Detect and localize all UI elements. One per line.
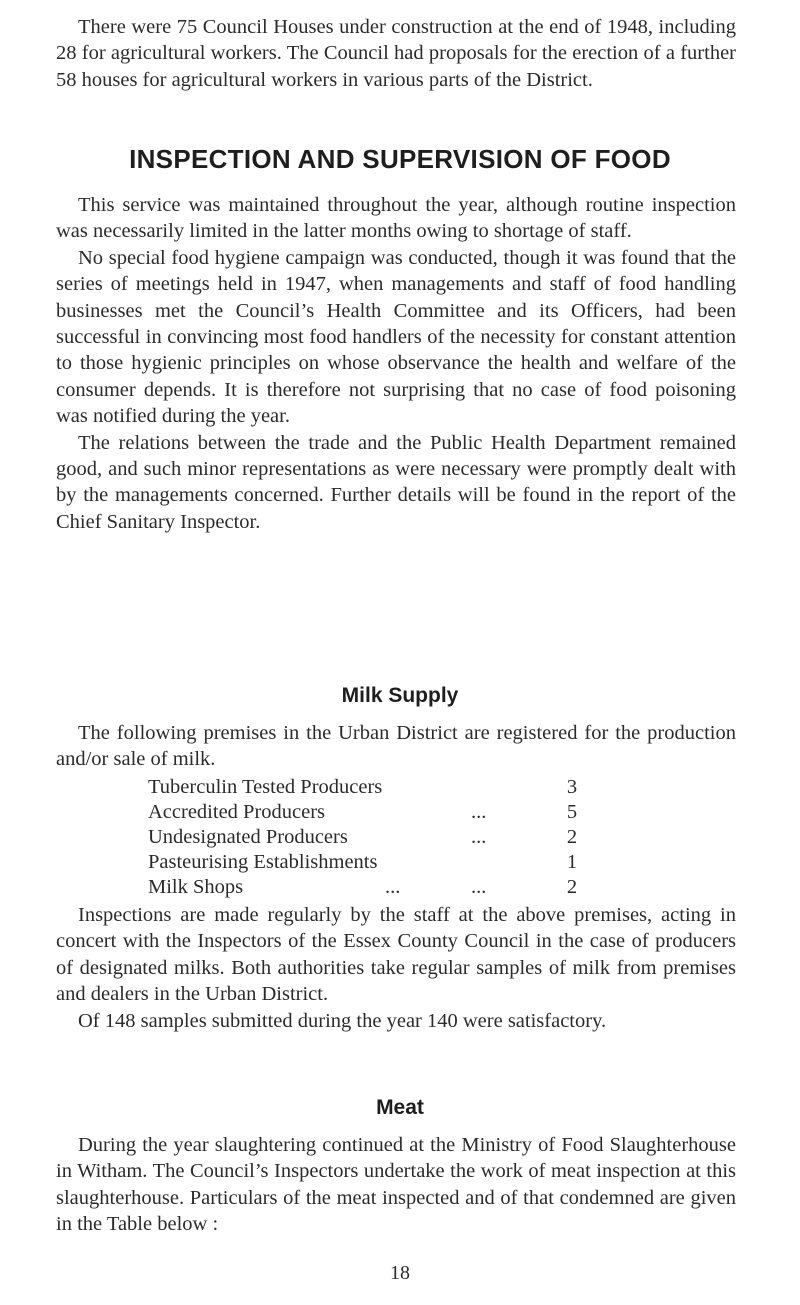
milk-intro-paragraph: The following premises in the Urban District are registered for the production and/or sale of milk. [56,722,736,771]
list-item [148,775,588,800]
milk-premises-list [148,775,588,900]
milk-intro-section [56,720,736,773]
premises-label: Undesignated Producers [148,826,348,848]
food-paragraph-3: The relations between the trade and the Public Health Department remained good, and such minor representations as were necessary were promptly dealt with by the managements concerned. Further details will be found in the report of the Chief Sanitary Inspector. [56,431,736,533]
milk-supply-heading: Milk Supply [341,684,459,707]
food-paragraph-1: This service was maintained throughout the year, although routine inspection was necessarily limited in the latter months owing to shortage of staff. [56,194,736,243]
intro-paragraph: There were 75 Council Houses under construction at the end of 1948, including 28 for agricultural workers. The Council had proposals for the erection of a further 58 houses for agricultural workers in various parts of the District. [56,16,736,91]
leader-dots: ... [471,826,487,848]
milk-body-section [56,902,736,1034]
premises-label: Pasteurising Establishments [148,851,378,873]
meat-heading: Meat [376,1096,424,1119]
premises-label: Accredited Producers [148,801,326,823]
premises-count: 3 [566,776,578,798]
page-number: 18 [390,1262,410,1284]
premises-count: 1 [566,851,578,873]
intro-section [56,14,736,93]
premises-count: 5 [566,801,578,823]
leader-dots: ... [471,801,487,823]
premises-label: Tuberculin Tested Producers [148,776,383,798]
list-item [148,850,588,875]
meat-section [56,1132,736,1238]
premises-count: 2 [566,876,578,898]
list-item [148,875,588,900]
food-section-heading: INSPECTION AND SUPERVISION OF FOOD [129,144,671,174]
food-section [56,192,736,535]
premises-label: Milk Shops [148,876,244,898]
list-item [148,825,588,850]
leader-dots: ... [385,876,401,898]
milk-paragraph-2: Inspections are made regularly by the staff at the above premises, acting in concert with the Inspectors of the Essex County Council in the case of producers of designated milks. Both authorities take regular samples of milk from premises and dealers in the Urban District. [56,904,736,1006]
list-item [148,800,588,825]
food-paragraph-2: No special food hygiene campaign was conducted, though it was found that the series of meetings held in 1947, when managements and staff of food handling businesses met the Council’s Health Committee and its Officers, had been successful in convincing most food handlers of the necessity for constant attention to those hygienic principles on whose observance the health and welfare of the consumer depends. It is therefore not surprising that no case of food poisoning was notified during the year. [56,246,736,428]
premises-count: 2 [566,826,578,848]
meat-paragraph-1: During the year slaughtering continued at the Ministry of Food Slaughterhouse in Witham. The Council’s Inspectors undertake the work of meat inspection at this slaughterhouse. Particulars of the meat inspected and of that condemned are given in the Table below : [56,1134,736,1236]
milk-paragraph-3: Of 148 samples submitted during the year 140 were satisfactory. [78,1009,607,1032]
leader-dots: ... [471,876,487,898]
